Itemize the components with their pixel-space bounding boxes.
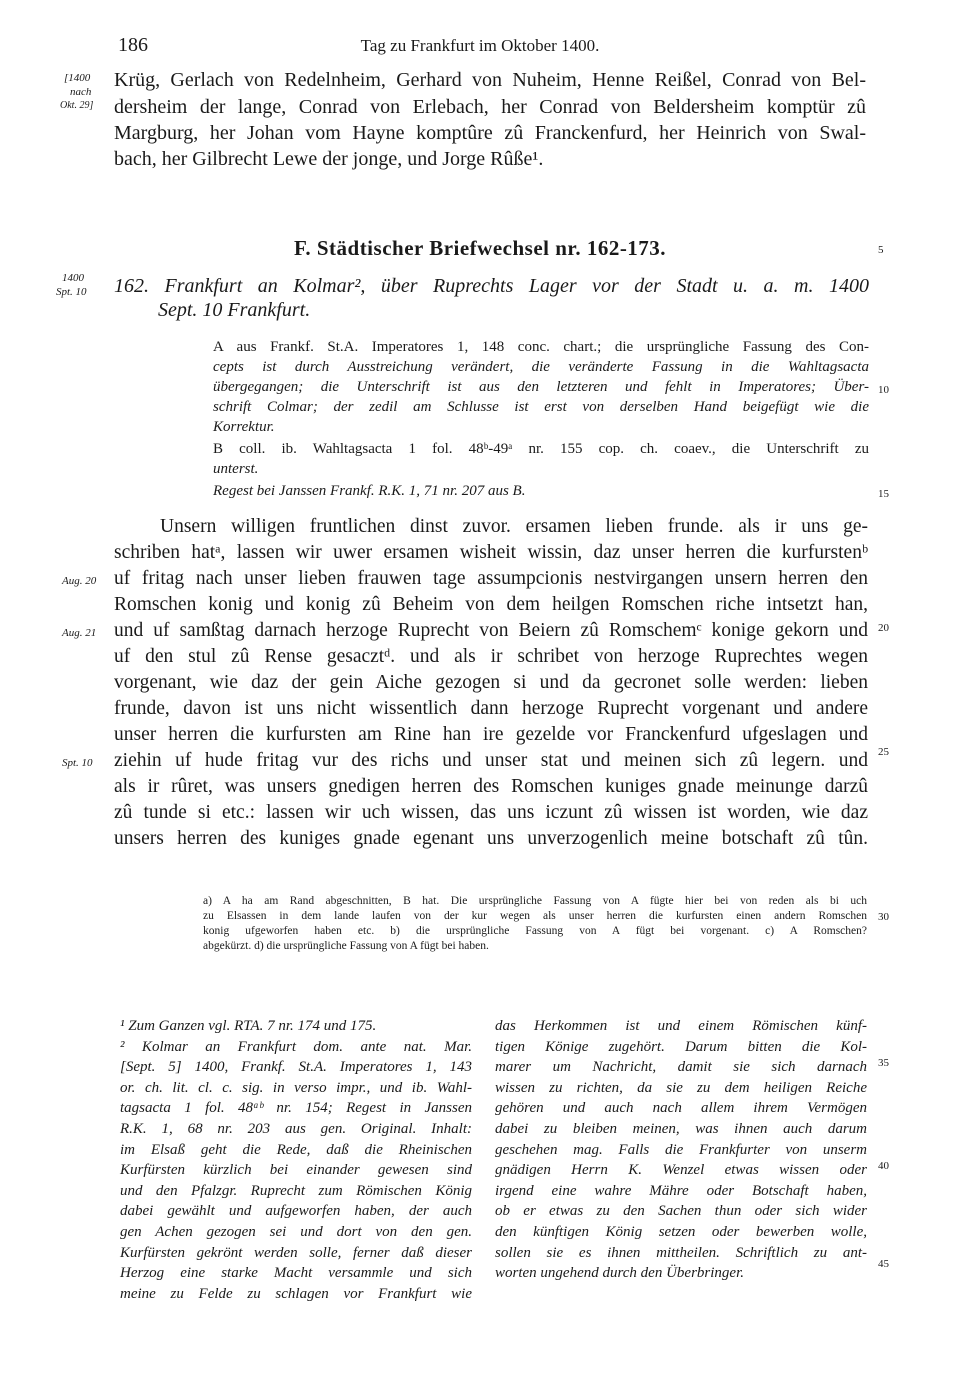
source-line: Korrektur. (213, 419, 275, 435)
footnote-line: ¹ Zum Ganzen vgl. RTA. 7 nr. 174 und 175. (120, 1018, 377, 1034)
body-line: vorgenant, wie daz der gein Aiche gezogen si und da gecronet solle werden: lieben (114, 672, 868, 693)
document-title-date: Sept. 10 Frankfurt. (158, 299, 311, 321)
line-number: 15 (878, 488, 889, 500)
margin-note-date: Aug. 21 (62, 627, 97, 639)
body-line: Romschen konig und konig zû Beheim von dem heilgen Romschen riche intsetzt han, (114, 594, 868, 615)
margin-note-date: Spt. 10 (56, 286, 87, 298)
intro-line: bach, her Gilbrecht Lewe der jonge, und Jorge Rûße¹. (114, 148, 544, 170)
footnote-line: marer um Nachricht, damit sie sich darnach (495, 1059, 867, 1076)
footnote-line: ² Kolmar an Frankfurt dom. ante nat. Mar. (120, 1038, 472, 1055)
source-line: übergegangen; die Unterschrift ist aus den letzteren und fehlt in Imperatores; Über- (213, 379, 869, 395)
line-number: 10 (878, 384, 889, 396)
footnote-line: im Elsaß geht die Rede, daß die Rheinischen (120, 1141, 472, 1158)
page-number: 186 (118, 34, 148, 56)
body-line: frunde, davon ist uns nicht wissentlich dann herzoge Ruprecht vorgenant und andere (114, 698, 868, 719)
source-line: cepts ist durch Ausstreichung verändert, die veränderte Fassung in die Wahltagsacta (213, 359, 869, 375)
footnotes-left-column (120, 1016, 472, 1304)
source-line: unterst. (213, 461, 259, 477)
source-line: schrift Colmar; der zedil am Schlusse ist erst von derselben Hand beigefügt wie die (213, 399, 869, 415)
line-number: 30 (878, 911, 889, 923)
body-line: ziehin uf hude fritag vur des richs und unser stat und meinen sich zû legern. und (114, 750, 868, 771)
line-number: 25 (878, 746, 889, 758)
margin-note-date: Aug. 20 (62, 575, 97, 587)
footnote-line: worten ungehend durch den Überbringer. (495, 1265, 744, 1282)
apparatus-line: konig ufgeworfen haben etc. b) die ursprüngliche Fassung von A fügt bei vorgenant. c) A Romschen? (203, 925, 867, 937)
body-line: uf fritag nach unser lieben frauwen tage assumpcionis nestvirgangen unsern herren den (114, 568, 868, 589)
margin-note-date: Spt. 10 (62, 757, 93, 769)
apparatus-line: abgekürzt. d) die ursprüngliche Fassung von A fügt bei haben. (203, 940, 489, 952)
footnote-line: gnädigen Herrn K. Wenzel etwas wissen oder (495, 1162, 867, 1179)
footnote-line: [Sept. 5] 1400, Frankf. St.A. Imperatores 1, 143 (120, 1059, 472, 1076)
footnote-line: dabei zu bleiben meinen, was ihnen auch darum (495, 1120, 867, 1137)
margin-note-date: nach (70, 86, 92, 98)
line-number: 40 (878, 1160, 889, 1172)
margin-note-date: [1400 (64, 72, 91, 84)
footnote-line: irgend eine wahre Mähre oder Botschaft haben, (495, 1182, 867, 1199)
footnote-line: Kurfürsten kürzlich bei einander gewesen sind (120, 1162, 472, 1179)
footnote-line: sollen sie es ihnen mittheilen. Schriftlich zu ant- (495, 1244, 867, 1261)
margin-note-date: 1400 (62, 272, 84, 284)
footnote-line: gen Achen gezogen sei und dort von den gen. (120, 1223, 472, 1240)
footnotes-right-column (495, 1016, 867, 1284)
footnote-line: tigen Könige zugehört. Darum bitten die Kol- (495, 1038, 867, 1055)
apparatus-line: a) A ha am Rand abgeschnitten, B hat. Die ursprüngliche Fassung von A fügte hier bei von reden als bi uch (203, 895, 867, 907)
footnote-line: geschehen mag. Falls die Frankfurter von unserm (495, 1141, 867, 1158)
intro-line: Krüg, Gerlach von Redelnheim, Gerhard von Nuheim, Henne Reißel, Conrad von Bel- (114, 69, 866, 91)
body-line: als ir rûret, was unsers gnedigen herren des Romschen kuniges gnade meinunge darzû (114, 776, 868, 797)
footnote-line: R.K. 1, 68 nr. 203 aus gen. Original. Inhalt: (120, 1120, 472, 1137)
body-line: zû tunde si etc.: lassen wir uch wissen, das uns iczunt zû wissen ist worden, wie daz (114, 802, 868, 823)
intro-line: Margburg, her Johan vom Hayne komptûre zû Franckenfurd, her Heinrich von Swal- (114, 122, 866, 144)
line-number: 20 (878, 622, 889, 634)
section-heading: F. Städtischer Briefwechsel nr. 162-173. (293, 236, 667, 260)
footnote-line: tagsacta 1 fol. 48ᵃᵇ nr. 154; Regest in Janssen (120, 1100, 472, 1117)
footnote-line: meine zu Felde zu schlagen vor Frankfurt wie (120, 1285, 472, 1302)
margin-note-date: Okt. 29] (60, 100, 94, 111)
document-title: 162. Frankfurt an Kolmar², über Ruprechts Lager vor der Stadt u. a. m. 1400 (114, 275, 869, 297)
body-line: uf den stul zû Rense gesacztᵈ. und als ir schribet von herzoge Ruprechtes wegen (114, 646, 868, 667)
footnote-line: das Herkommen ist und einem Römischen künf- (495, 1018, 867, 1034)
body-line: Unsern willigen fruntlichen dinst zuvor. ersamen lieben frunde. als ir uns ge- (160, 516, 868, 537)
line-number: 35 (878, 1057, 889, 1069)
body-line: unser herren die kurfursten am Rine han ire gezelde vor Franckenfurd ufgeslagen und (114, 724, 868, 745)
footnote-line: den künftigen König setzen oder bewerben wolle, (495, 1223, 867, 1240)
source-line: Regest bei Janssen Frankf. R.K. 1, 71 nr. 207 aus B. (213, 483, 526, 499)
footnote-line: und den Pfalzgr. Ruprecht zum Römischen König (120, 1182, 472, 1199)
line-number: 45 (878, 1258, 889, 1270)
source-line: A aus Frankf. St.A. Imperatores 1, 148 conc. chart.; die ursprüngliche Fassung des Con- (213, 339, 869, 355)
source-line: B coll. ib. Wahltagsacta 1 fol. 48ᵇ-49ᵃ nr. 155 cop. ch. coaev., die Unterschrift zu (213, 441, 869, 457)
body-line: und uf samßtag darnach herzoge Ruprecht von Beiern zû Romschemᶜ konige gekorn und (114, 620, 868, 641)
line-number: 5 (878, 244, 884, 256)
footnote-line: ob er etwas zu den Sachen thun oder sich wider (495, 1203, 867, 1220)
footnote-line: wissen zu richten, da sie zu dem heiligen Reiche (495, 1079, 867, 1096)
apparatus-line: zu Elsassen in dem lande laufen von der kur wegen als unser herren die kurfursten einen andern Romschen (203, 910, 867, 922)
body-line: unsers herren des kuniges gnade egenant uns unverzogenlich meine botschaft zû tûn. (114, 828, 868, 849)
running-title: Tag zu Frankfurt im Oktober 1400. (360, 36, 600, 55)
body-line: schriben hatᵃ, lassen wir uwer ersamen wisheit wissin, daz unser herren die kurfurstenᵇ (114, 542, 868, 563)
footnote-line: dabei gewählt und aufgeworfen haben, der auch (120, 1203, 472, 1220)
intro-line: dersheim der lange, Conrad von Erlebach, her Conrad von Beldersheim komptür zû (114, 96, 866, 118)
footnote-line: Kurfürsten gekrönt werden solle, ferner daß dieser (120, 1244, 472, 1261)
footnote-line: gehören und auch nach allem ihrem Vermögen (495, 1100, 867, 1117)
footnote-line: Herzog eine starke Macht versammle und sich (120, 1265, 472, 1282)
footnote-line: or. ch. lit. cl. c. sig. in verso impr., und ib. Wahl- (120, 1079, 472, 1096)
